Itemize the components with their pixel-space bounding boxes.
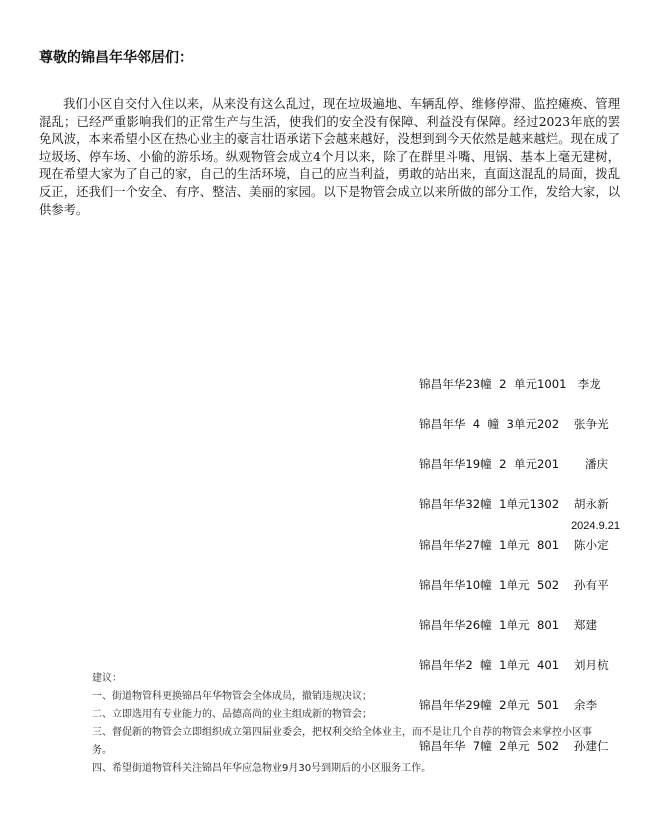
signer-line: 锦昌年华26幢 1单元 801 郑建: [419, 618, 598, 633]
letter-salutation: 尊敬的锦昌年华邻居们：: [39, 50, 193, 66]
signer-line: 锦昌年华32幢 1单元1302 胡永新: [419, 497, 609, 512]
suggestion-item: 四、希望街道物管科关注锦昌年华应急物业9月30号到期后的小区服务工作。: [92, 763, 432, 774]
signer-line: 锦昌年华19幢 2 单元201 潘庆: [419, 457, 609, 472]
signer-line: 锦昌年华 7幢 2单元 502 孙建仁: [419, 738, 609, 753]
signer-line: 锦昌年华27幢 1单元 801 陈小定: [419, 537, 609, 552]
suggestion-item: 三、督促新的物管会立即组织成立第四届业委会，把权利交给全体业主，而不是让几个自荐的物管会来掌控小区事务。: [92, 727, 592, 756]
signer-line: 锦昌年华10幢 1单元 502 孙有平: [419, 577, 609, 592]
letter-body: 我们小区自交付入住以来，从来没有这么乱过，现在垃圾遍地、车辆乱停、维修停滞、监控瘫痪、管理混乱；已经严重影响我们的正常生产与生活，使我们的安全没有保障、利益没有保障。经过2023年底的罢免风波，本来希望小区在热心业主的豪言壮语承诺下会越来越好，没想到到今天依然是越来越烂。现在成了垃圾场、停车场、小偷的游乐场。纵观物管会成立4个月以来，除了在群里斗嘴、甩锅、基本上毫无建树，现在希望大家为了自己的家，自己的生活环境，自己的应当利益，勇敢的站出来，直面这混乱的局面，拨乱反正，还我们一个安全、有序、整洁、美丽的家园。以下是物管会成立以来所做的部分工作，发给大家，以供参考。: [39, 97, 620, 217]
letter-date: 2024.9.21: [571, 520, 620, 532]
signer-line: 锦昌年华 4 幢 3单元202 张争光: [419, 417, 609, 432]
signer-line: 锦昌年华29幢 2单元 501 余李: [419, 698, 598, 713]
suggestion-item: 二、立即选用有专业能力的、品德高尚的业主组成新的物管会；: [92, 709, 372, 720]
suggestion-item: 一、街道物管科更换锦昌年华物管会全体成员，撤销违规决议；: [92, 691, 372, 702]
signer-line: 锦昌年华2 幢 1单元 401 刘月杭: [419, 658, 609, 673]
suggestions-section: [92, 670, 592, 778]
suggestions-label: 建议：: [92, 673, 122, 684]
signer-line: 锦昌年华23幢 2 单元1001 李龙: [419, 376, 601, 391]
